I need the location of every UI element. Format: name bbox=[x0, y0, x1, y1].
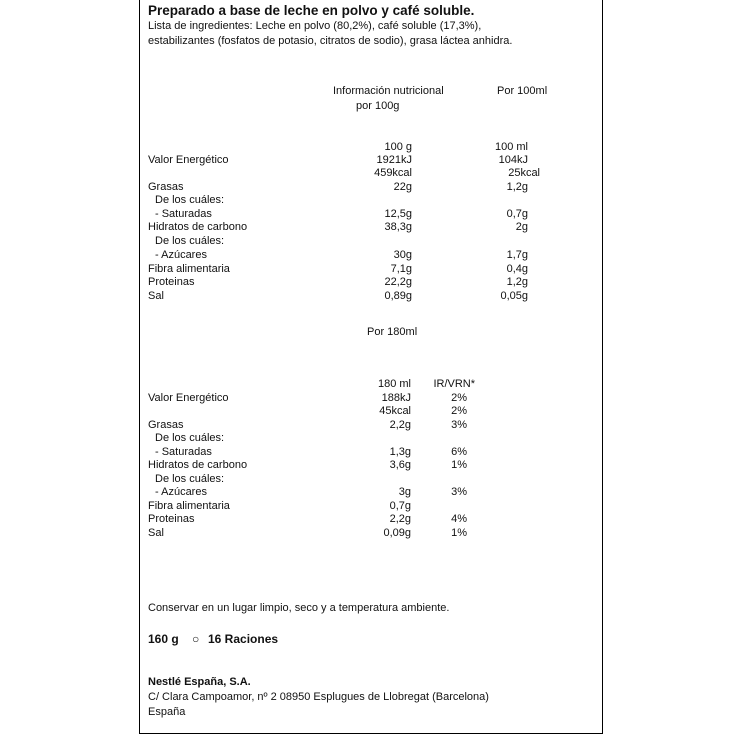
servings-separator-icon: ○ bbox=[192, 632, 200, 646]
storage-instructions: Conservar en un lugar limpio, seco y a temperatura ambiente. bbox=[148, 602, 450, 614]
table-row-label: Fibra alimentaria bbox=[148, 500, 230, 512]
table-row-value-100g: 30g bbox=[393, 249, 412, 261]
table-row-label: De los cuáles: bbox=[155, 194, 225, 206]
table-row-value-180ml: 2,2g bbox=[389, 513, 411, 525]
table-row-label: Proteinas bbox=[148, 276, 195, 288]
table-row-value-100g: 0,89g bbox=[384, 290, 412, 302]
table-row-value-ir: 1% bbox=[451, 459, 467, 471]
table1-unit-2: 100 ml bbox=[494, 141, 528, 153]
table1-col1-header-line2: por 100g bbox=[356, 100, 400, 112]
table-row-value-100ml: 1,7g bbox=[506, 249, 528, 261]
table-row-value-ir: 6% bbox=[451, 446, 467, 458]
table2-header: Por 180ml bbox=[367, 326, 418, 338]
table-row-value-180ml: 188kJ bbox=[381, 392, 411, 404]
table-row-value-ir: 3% bbox=[451, 486, 467, 498]
table-row-value-100ml: 25kcal bbox=[508, 167, 540, 179]
table-row-value-100g: 38,3g bbox=[384, 221, 412, 233]
ingredients-line-1: Lista de ingredientes: Leche en polvo (80,2%), café soluble (17,3%), bbox=[148, 20, 482, 32]
table-row-label: Valor Energético bbox=[148, 392, 229, 404]
table-row-value-100g: 22,2g bbox=[384, 276, 412, 288]
table-row-value-180ml: 2,2g bbox=[389, 419, 411, 431]
table-row-value-180ml: 3g bbox=[398, 486, 411, 498]
table-row-value-100ml: 0,05g bbox=[500, 290, 528, 302]
table-row-label: De los cuáles: bbox=[155, 432, 225, 444]
table-row-value-180ml: 0,09g bbox=[383, 527, 411, 539]
table-row-label: Grasas bbox=[148, 181, 184, 193]
table1-col2-header: Por 100ml bbox=[497, 85, 548, 97]
table-row-value-ir: 3% bbox=[451, 419, 467, 431]
table-row-value-100ml: 1,2g bbox=[506, 276, 528, 288]
table-row-value-ir: 1% bbox=[451, 527, 467, 539]
table-row-value-ir: 2% bbox=[451, 405, 467, 417]
table-row-value-100g: 459kcal bbox=[374, 167, 412, 179]
table-row-value-100ml: 2g bbox=[515, 221, 528, 233]
table-row-value-100g: 7,1g bbox=[390, 263, 412, 275]
product-title: Preparado a base de leche en polvo y café soluble. bbox=[148, 3, 475, 18]
table-row-label: Fibra alimentaria bbox=[148, 263, 230, 275]
table2-unit-1: 180 ml bbox=[377, 378, 411, 390]
table-row-value-180ml: 45kcal bbox=[379, 405, 411, 417]
company-address: C/ Clara Campoamor, nº 2 08950 Esplugues de Llobregat (Barcelona) bbox=[148, 691, 489, 703]
table-row-value-ir: 4% bbox=[451, 513, 467, 525]
table-row-value-100ml: 1,2g bbox=[506, 181, 528, 193]
table-row-value-180ml: 3,6g bbox=[389, 459, 411, 471]
table-row-label: - Saturadas bbox=[155, 208, 212, 220]
table-row-label: De los cuáles: bbox=[155, 473, 225, 485]
company-name: Nestlé España, S.A. bbox=[148, 676, 251, 688]
table-row-label: Hidratos de carbono bbox=[148, 221, 248, 233]
table-row-value-100ml: 0,4g bbox=[506, 263, 528, 275]
table-row-label: Grasas bbox=[148, 419, 184, 431]
net-weight: 160 g bbox=[148, 632, 179, 646]
table-row-label: Proteinas bbox=[148, 513, 195, 525]
table-row-label: Sal bbox=[148, 290, 164, 302]
table-row-label: Hidratos de carbono bbox=[148, 459, 248, 471]
table-row-label: - Azúcares bbox=[155, 249, 207, 261]
ingredients-line-2: estabilizantes (fosfatos de potasio, citratos de sodio), grasa láctea anhidra. bbox=[148, 35, 513, 47]
table-row-label: - Azúcares bbox=[155, 486, 207, 498]
table-row-value-180ml: 0,7g bbox=[389, 500, 411, 512]
table-row-value-100ml: 104kJ bbox=[498, 154, 528, 166]
table-row-value-100g: 1921kJ bbox=[376, 154, 412, 166]
table-row-value-100ml: 0,7g bbox=[506, 208, 528, 220]
table-row-label: Sal bbox=[148, 527, 164, 539]
table-row-value-180ml: 1,3g bbox=[389, 446, 411, 458]
table-row-value-100g: 22g bbox=[393, 181, 412, 193]
table1-unit-1: 100 g bbox=[384, 141, 412, 153]
table-row-value-ir: 2% bbox=[451, 392, 467, 404]
table-row-value-100g: 12,5g bbox=[384, 208, 412, 220]
table-row-label: - Saturadas bbox=[155, 446, 212, 458]
company-country: España bbox=[148, 706, 186, 718]
table-row-label: De los cuáles: bbox=[155, 235, 225, 247]
servings: 16 Raciones bbox=[208, 632, 279, 646]
table2-unit-2: IR/VRN* bbox=[433, 378, 475, 390]
table1-col1-header-line1: Información nutricional bbox=[333, 85, 444, 97]
table-row-label: Valor Energético bbox=[148, 154, 229, 166]
